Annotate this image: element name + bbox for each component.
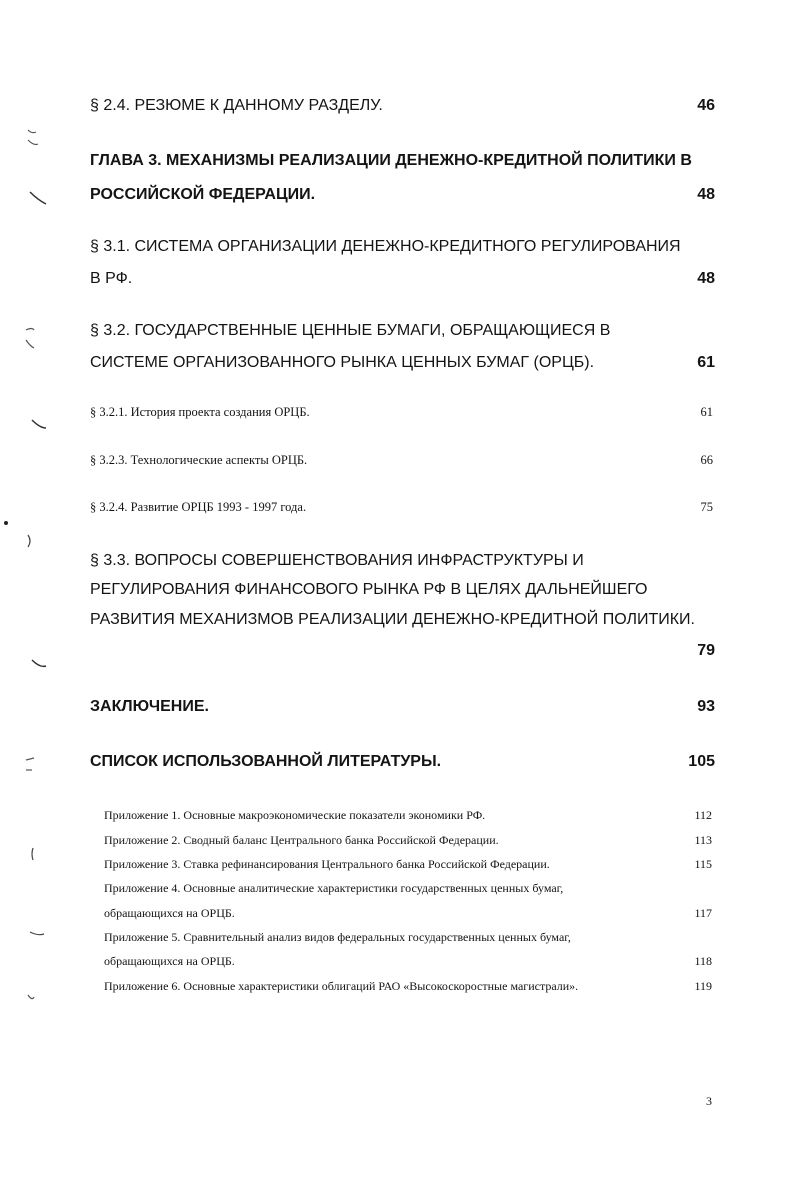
toc-entry-3-2-page: 61 [697, 354, 715, 371]
toc-references-page: 105 [688, 753, 715, 770]
toc-entry-3-2-1-title: § 3.2.1. История проекта создания ОРЦБ. [90, 405, 310, 419]
page-number: 3 [706, 1094, 712, 1108]
toc-entry-3-2-4-page: 75 [700, 500, 713, 514]
toc-chapter-3-title-line2: РОССИЙСКОЙ ФЕДЕРАЦИИ. [90, 186, 316, 203]
toc-entry-3-2-title-line1: § 3.2. ГОСУДАРСТВЕННЫЕ ЦЕННЫЕ БУМАГИ, ОБРАЩАЮЩИЕСЯ В [90, 322, 611, 339]
toc-conclusion-page: 93 [697, 698, 715, 715]
appendix-4-title-line1: Приложение 4. Основные аналитические характеристики государственных ценных бумаг, [104, 881, 564, 895]
toc-entry-3-2-3-title: § 3.2.3. Технологические аспекты ОРЦБ. [90, 453, 308, 467]
appendix-5-title-line1: Приложение 5. Сравнительный анализ видов федеральных государственных ценных бумаг, [104, 930, 571, 944]
appendix-4-title-line2: обращающихся на ОРЦБ. [104, 906, 235, 920]
toc-references-title: СПИСОК ИСПОЛЬЗОВАННОЙ ЛИТЕРАТУРЫ. [90, 753, 442, 770]
toc-entry-3-2-4-title: § 3.2.4. Развитие ОРЦБ 1993 - 1997 года. [90, 500, 307, 514]
toc-entry-3-2-3-page: 66 [700, 453, 713, 467]
toc-entry-3-3-title-line1: § 3.3. ВОПРОСЫ СОВЕРШЕНСТВОВАНИЯ ИНФРАСТРУКТУРЫ И [90, 552, 584, 569]
toc-conclusion-title: ЗАКЛЮЧЕНИЕ. [90, 698, 209, 715]
toc-entry-3-3-title-line3: РАЗВИТИЯ МЕХАНИЗМОВ РЕАЛИЗАЦИИ ДЕНЕЖНО-КРЕДИТНОЙ ПОЛИТИКИ. [90, 611, 695, 628]
appendix-1-title: Приложение 1. Основные макроэкономические показатели экономики РФ. [104, 808, 486, 822]
appendix-3-title: Приложение 3. Ставка рефинансирования Центрального банка Российской Федерации. [104, 857, 550, 871]
scan-marks [0, 0, 60, 1185]
appendix-6-title: Приложение 6. Основные характеристики облигаций РАО «Высокоскоростные магистрали». [104, 979, 579, 993]
toc-entry-3-1-title-line2: В РФ. [90, 270, 133, 287]
appendix-2-page: 113 [694, 833, 712, 847]
toc-entry-3-1-page: 48 [697, 270, 715, 287]
toc-entry-2-4-title: § 2.4. РЕЗЮМЕ К ДАННОМУ РАЗДЕЛУ. [90, 97, 383, 114]
toc-entry-2-4-page: 46 [697, 97, 715, 114]
appendix-5-title-line2: обращающихся на ОРЦБ. [104, 954, 235, 968]
toc-entry-3-1-title-line1: § 3.1. СИСТЕМА ОРГАНИЗАЦИИ ДЕНЕЖНО-КРЕДИТНОГО РЕГУЛИРОВАНИЯ [90, 238, 681, 255]
toc-chapter-3-title-line1: ГЛАВА 3. МЕХАНИЗМЫ РЕАЛИЗАЦИИ ДЕНЕЖНО-КРЕДИТНОЙ ПОЛИТИКИ В [90, 152, 692, 169]
toc-entry-3-2-1-page: 61 [700, 405, 713, 419]
appendix-5-page: 118 [694, 954, 712, 968]
appendix-2-title: Приложение 2. Сводный баланс Центрального банка Российской Федерации. [104, 833, 499, 847]
appendix-6-page: 119 [694, 979, 712, 993]
toc-entry-3-2-title-line2: СИСТЕМЕ ОРГАНИЗОВАННОГО РЫНКА ЦЕННЫХ БУМАГ (ОРЦБ). [90, 354, 595, 371]
appendix-1-page: 112 [694, 808, 712, 822]
appendix-3-page: 115 [694, 857, 712, 871]
toc-chapter-3-page: 48 [697, 186, 715, 203]
appendix-4-page: 117 [694, 906, 712, 920]
toc-entry-3-3-title-line2: РЕГУЛИРОВАНИЯ ФИНАНСОВОГО РЫНКА РФ В ЦЕЛЯХ ДАЛЬНЕЙШЕГО [90, 581, 648, 598]
toc-entry-3-3-page: 79 [697, 642, 715, 659]
